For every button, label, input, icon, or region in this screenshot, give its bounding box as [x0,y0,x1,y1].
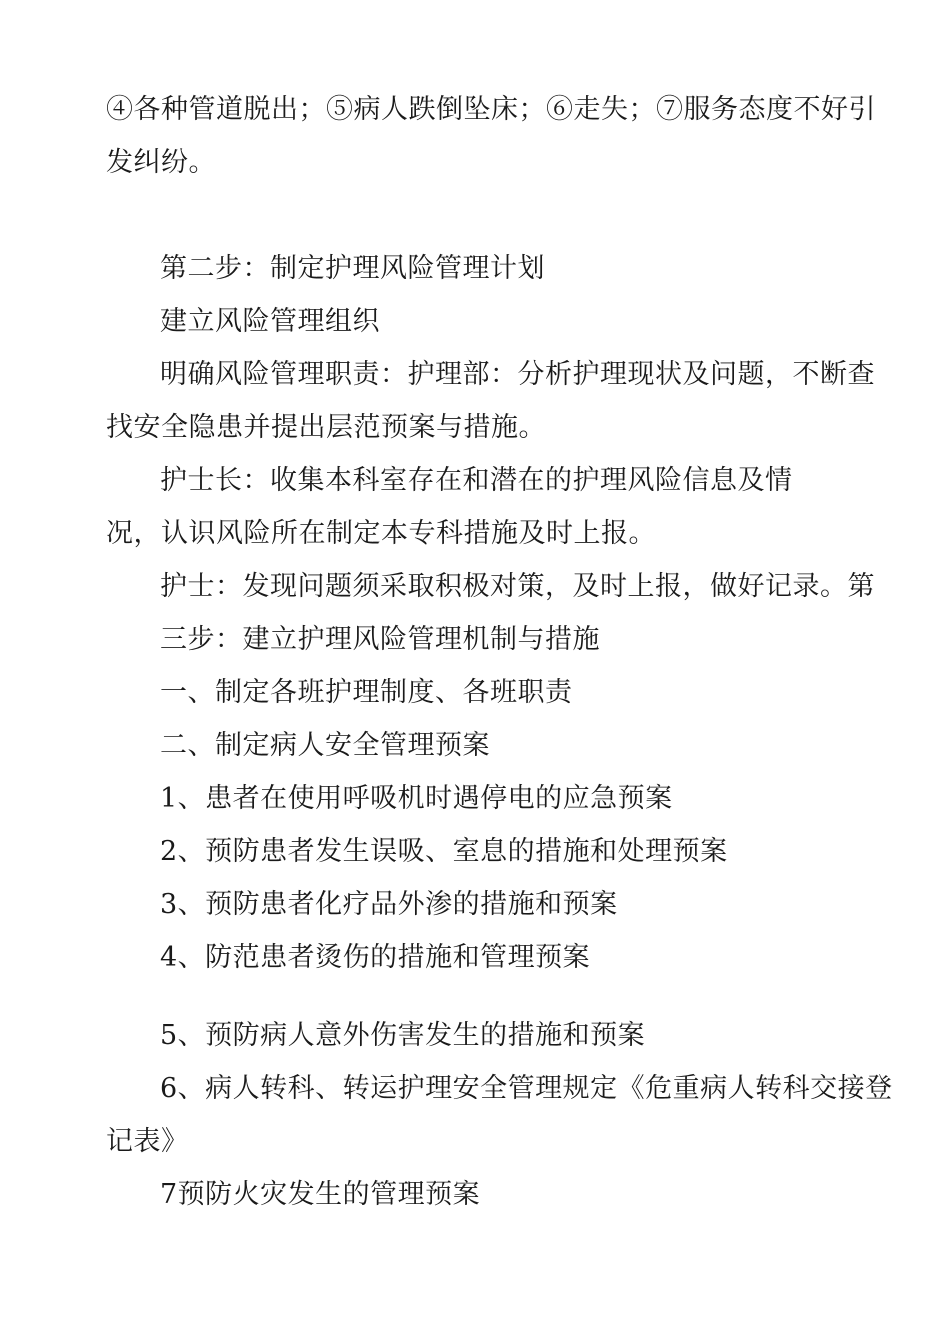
list-item-6-continuation: 记表》 [106,1126,189,1157]
text-line-2: 发纠纷。 [106,147,216,178]
list-item-2: 2、预防患者发生误吸、室息的措施和处理预案 [160,836,728,867]
list-item-3: 3、预防患者化疗品外渗的措施和预案 [160,889,618,920]
text-line-8: 况，认识风险所在制定本专科措施及时上报。 [106,518,656,549]
text-line-11: 一、制定各班护理制度、各班职责 [160,677,573,708]
text-line-6: 找安全隐患并提出层范预案与措施。 [106,412,546,443]
list-item-4: 4、防范患者烫伤的措施和管理预案 [160,942,591,973]
step-three-heading: 三步：建立护理风险管理机制与措施 [160,624,600,655]
list-item-7: 7预防火灾发生的管理预案 [160,1179,481,1210]
text-line-12: 二、制定病人安全管理预案 [160,730,490,761]
text-line-5: 明确风险管理职责：护理部：分析护理现状及问题，不断查 [160,359,875,390]
step-two-heading: 第二步：制定护理风险管理计划 [160,253,545,284]
text-line-7: 护士长：收集本科室存在和潜在的护理风险信息及情 [160,465,793,496]
text-line-4: 建立风险管理组织 [160,306,380,337]
list-item-6: 6、病人转科、转运护理安全管理规定《危重病人转科交接登 [160,1073,893,1104]
list-item-1: 1、患者在使用呼吸机时遇停电的应急预案 [160,783,673,814]
list-item-5: 5、预防病人意外伤害发生的措施和预案 [160,1020,646,1051]
text-line-1: ④各种管道脱出；⑤病人跌倒坠床；⑥走失；⑦服务态度不好引 [106,94,876,125]
text-line-9: 护士：发现问题须采取积极对策，及时上报，做好记录。第 [160,571,875,602]
